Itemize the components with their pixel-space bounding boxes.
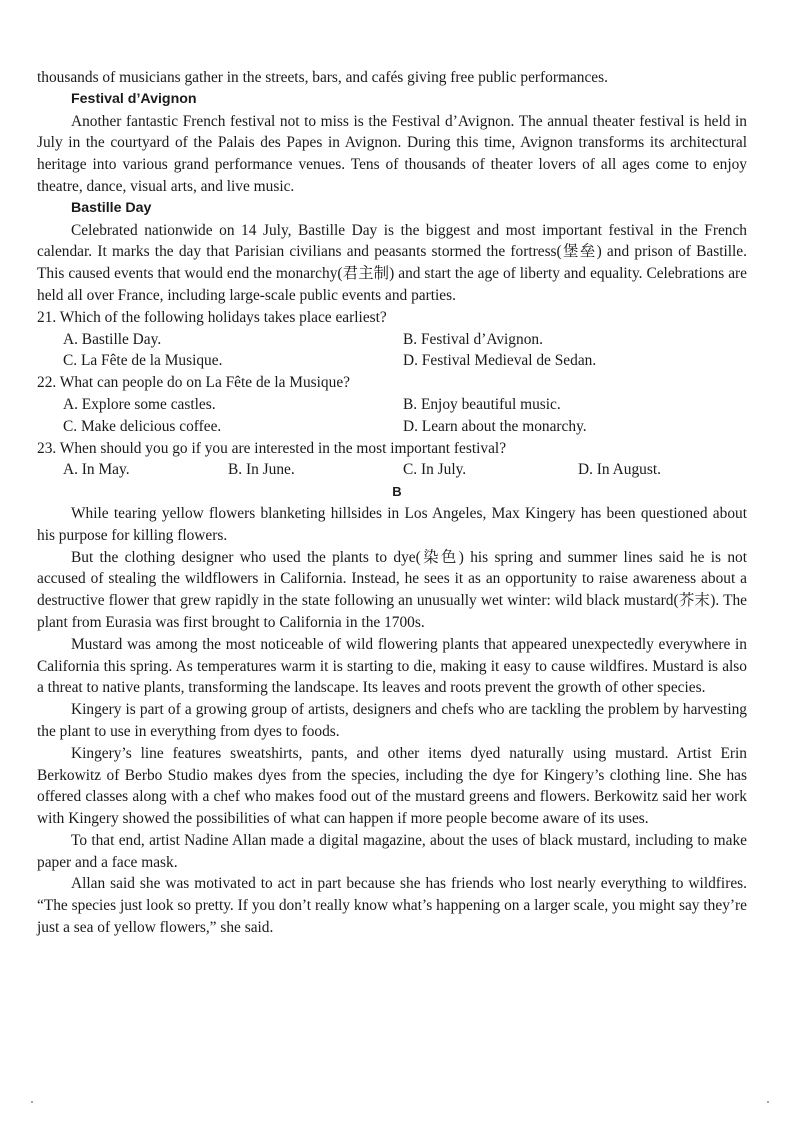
question-options xyxy=(37,459,747,481)
option-a: A. Bastille Day. xyxy=(63,330,162,348)
question-23 xyxy=(37,438,747,482)
bastille-paragraph: Celebrated nationwide on 14 July, Bastille Day is the biggest and most important festival in the French calendar. It marks the day that Parisian civilians and peasants stormed the fortress(堡垒) and prison of Bastille. This caused events that would end the monarchy(君主制) and start the age of liberty and equality. Celebrations are held all over France, including large-scale public events and parties. xyxy=(37,221,747,304)
passage-b-paragraph-2: But the clothing designer who used the plants to dye(染色) his spring and summer lines said he is not accused of stealing the wildflowers in California. Instead, he sees it as an opportunity to raise awareness about a destructive flower that grew rapidly in the state following an unusually wet winter: wild black mustard(芥末). The plant from Eurasia was first brought to California in the 1700s. xyxy=(37,548,747,631)
passage-b-paragraph-1: While tearing yellow flowers blanketing hillsides in Los Angeles, Max Kingery has been questioned about his purpose for killing flowers. xyxy=(37,504,747,544)
option-a: A. In May. xyxy=(63,461,130,479)
passage-b-paragraph-5: Kingery’s line features sweatshirts, pants, and other items dyed naturally using mustard. Artist Erin Berkowitz of Berbo Studio makes dyes from the species, including the dye for Kingery’s clothing line. She has offered classes along with a chef who makes food out of the mustard greens and flowers. Berkowitz said her work with Kingery showed the possibilities of what can happen if more people become aware of its uses. xyxy=(37,744,747,828)
question-stem: 23. When should you go if you are interested in the most important festival? xyxy=(37,439,507,457)
bastille-heading: Bastille Day xyxy=(71,199,152,216)
question-options xyxy=(37,329,747,373)
question-22 xyxy=(37,372,747,437)
exam-page xyxy=(37,67,747,939)
passage-b-paragraph-7: Allan said she was motivated to act in part because she has friends who lost nearly everything to wildfires. “The species just look so pretty. If you don’t really know what’s happening on a larger scale, you might say they’re just a sea of yellow flowers,” she said. xyxy=(37,875,747,937)
section-b-label: B xyxy=(392,484,402,500)
passage-b-paragraph-4: Kingery is part of a growing group of artists, designers and chefs who are tackling the problem by harvesting the plant to use in everything from dyes to foods. xyxy=(37,701,747,740)
option-b: B. Enjoy beautiful music. xyxy=(403,395,561,413)
scan-speck xyxy=(767,1101,769,1103)
passage-a-intro-line: thousands of musicians gather in the streets, bars, and cafés giving free public performances. xyxy=(37,69,608,86)
avignon-heading: Festival d’Avignon xyxy=(71,90,197,107)
option-a: A. Explore some castles. xyxy=(63,395,216,413)
scan-speck xyxy=(31,1101,33,1103)
option-c: C. Make delicious coffee. xyxy=(63,417,222,435)
passage-b-paragraph-3: Mustard was among the most noticeable of wild flowering plants that appeared unexpectedly everywhere in California this spring. As temperatures warm it is starting to die, making it easy to cause wildfires. Mustard is also a threat to native plants, transforming the landscape. Its leaves and roots prevent the growth of other species. xyxy=(37,635,747,697)
option-d: D. Festival Medieval de Sedan. xyxy=(403,352,597,370)
option-d: D. In August. xyxy=(578,461,661,479)
passage-b-paragraph-6: To that end, artist Nadine Allan made a digital magazine, about the uses of black mustard, including to make paper and a face mask. xyxy=(37,831,747,871)
option-c: C. In July. xyxy=(403,461,467,479)
avignon-paragraph: Another fantastic French festival not to miss is the Festival d’Avignon. The annual theater festival is held in July in the courtyard of the Palais des Papes in Avignon. During this time, Avignon transforms its architectural heritage into various grand performance venues. Tens of thousands of theater lovers of all ages come to enjoy theatre, dance, visual arts, and live music. xyxy=(37,112,747,195)
question-stem: 22. What can people do on La Fête de la Musique? xyxy=(37,374,350,392)
question-21 xyxy=(37,307,747,372)
option-b: B. Festival d’Avignon. xyxy=(403,330,543,348)
option-b: B. In June. xyxy=(228,461,295,479)
question-stem: 21. Which of the following holidays takes place earliest? xyxy=(37,308,387,326)
option-c: C. La Fête de la Musique. xyxy=(63,352,223,370)
option-d: D. Learn about the monarchy. xyxy=(403,417,587,435)
question-options xyxy=(37,394,747,438)
